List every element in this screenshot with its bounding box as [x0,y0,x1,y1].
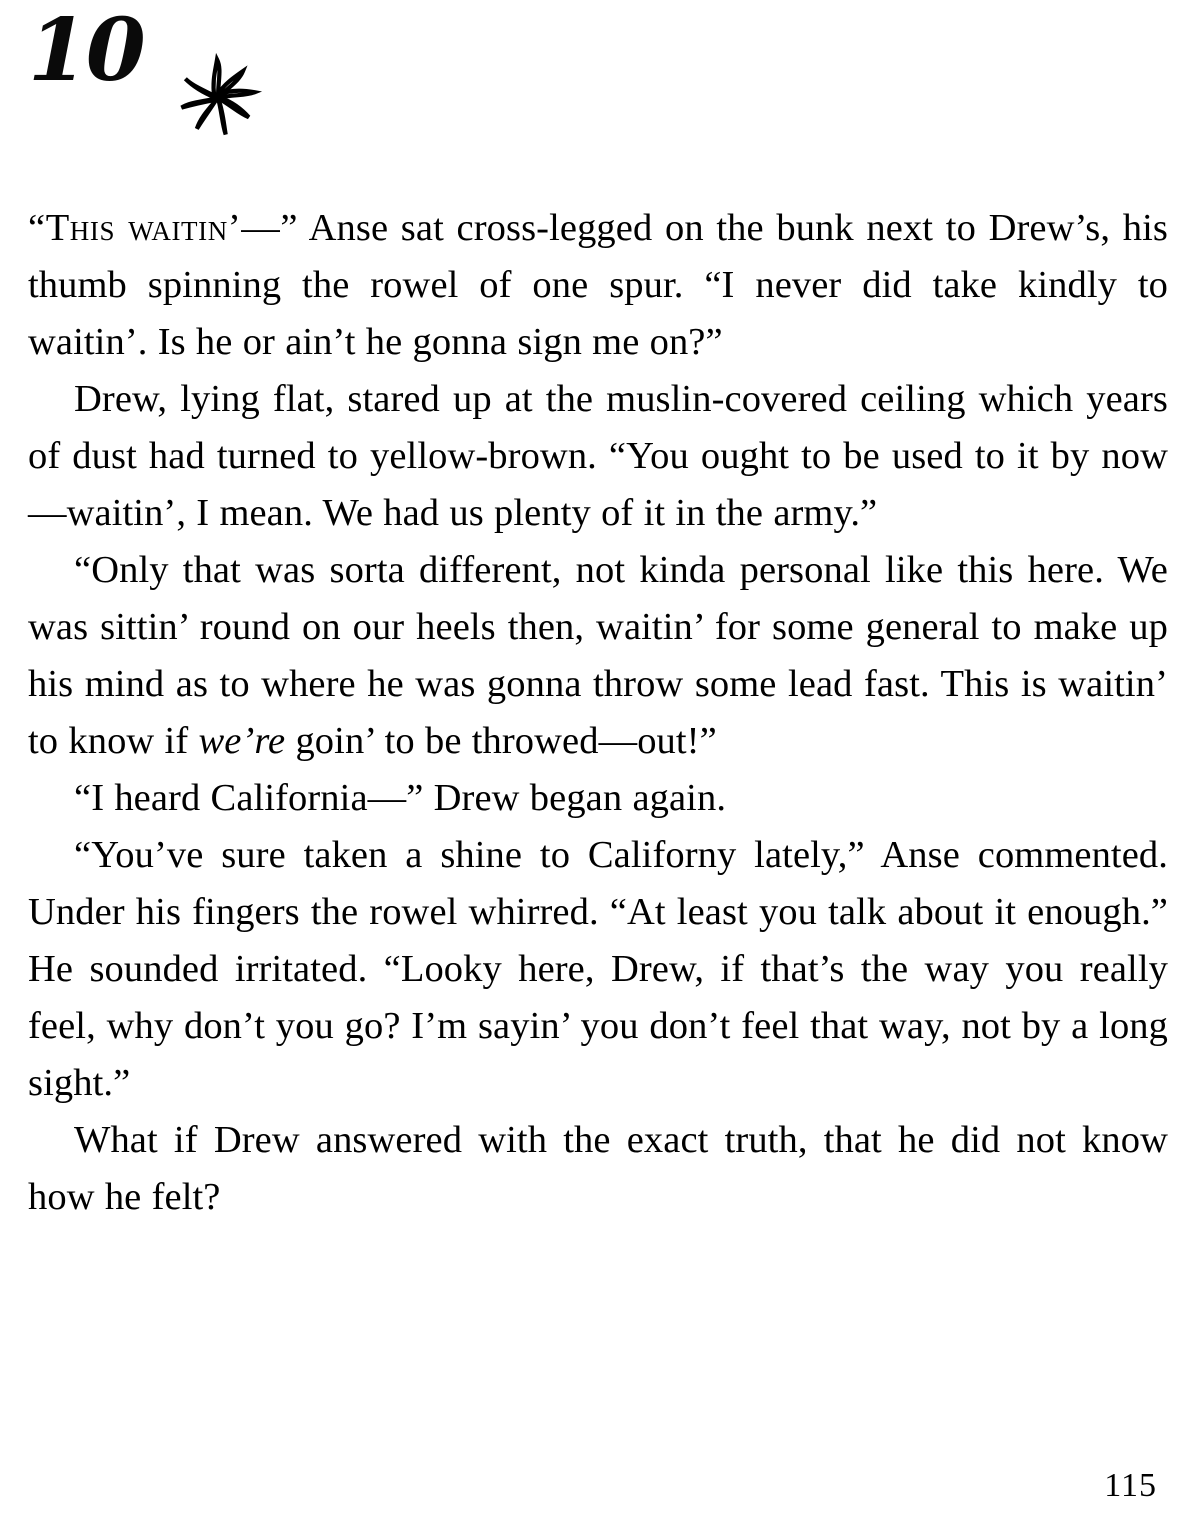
emphasis-text: we’re [198,720,286,762]
chapter-body [28,200,1168,1226]
chapter-number: 10 [28,0,144,101]
paragraph: “I heard California—” Drew began again. [74,777,727,819]
page-number: 115 [1104,1467,1157,1504]
paragraph-opening [28,200,1168,371]
paragraph-text-part: “Only that was sorta different, not kinda personal like this here. We was sittin’ round on our heels then, waitin’ for some general to make up his mind as to where he was gonna throw some lead fast. This is waitin’ to know if [28,549,1168,762]
pinwheel-ornament-icon [170,50,266,151]
opening-small-caps: “This waitin’—” [28,207,299,249]
opening-paragraph-text: Anse sat cross-legged on the bunk next to Drew’s, his thumb spinning the rowel of one spur. “I never did take kindly to waitin’. Is he or ain’t he gonna sign me on?” [28,207,1169,363]
paragraph: “You’ve sure taken a shine to Californy lately,” Anse commented. Under his fingers the rowel whirred. “At least you talk about it enough.” He sounded irritated. “Looky here, Drew, if that’s the way you really feel, why don’t you go? I’m sayin’ you don’t feel that way, not by a long sight.” [28,834,1168,1104]
chapter-heading [28,0,266,151]
paragraph-text-part: goin’ to be throwed—out!” [285,720,717,762]
paragraph: What if Drew answered with the exact truth, that he did not know how he felt? [28,1119,1168,1218]
paragraph: Drew, lying flat, stared up at the muslin-covered ceiling which years of dust had turned to yellow-brown. “You ought to be used to it by now—waitin’, I mean. We had us plenty of it in the army.” [28,378,1168,534]
paragraph [28,542,1168,770]
